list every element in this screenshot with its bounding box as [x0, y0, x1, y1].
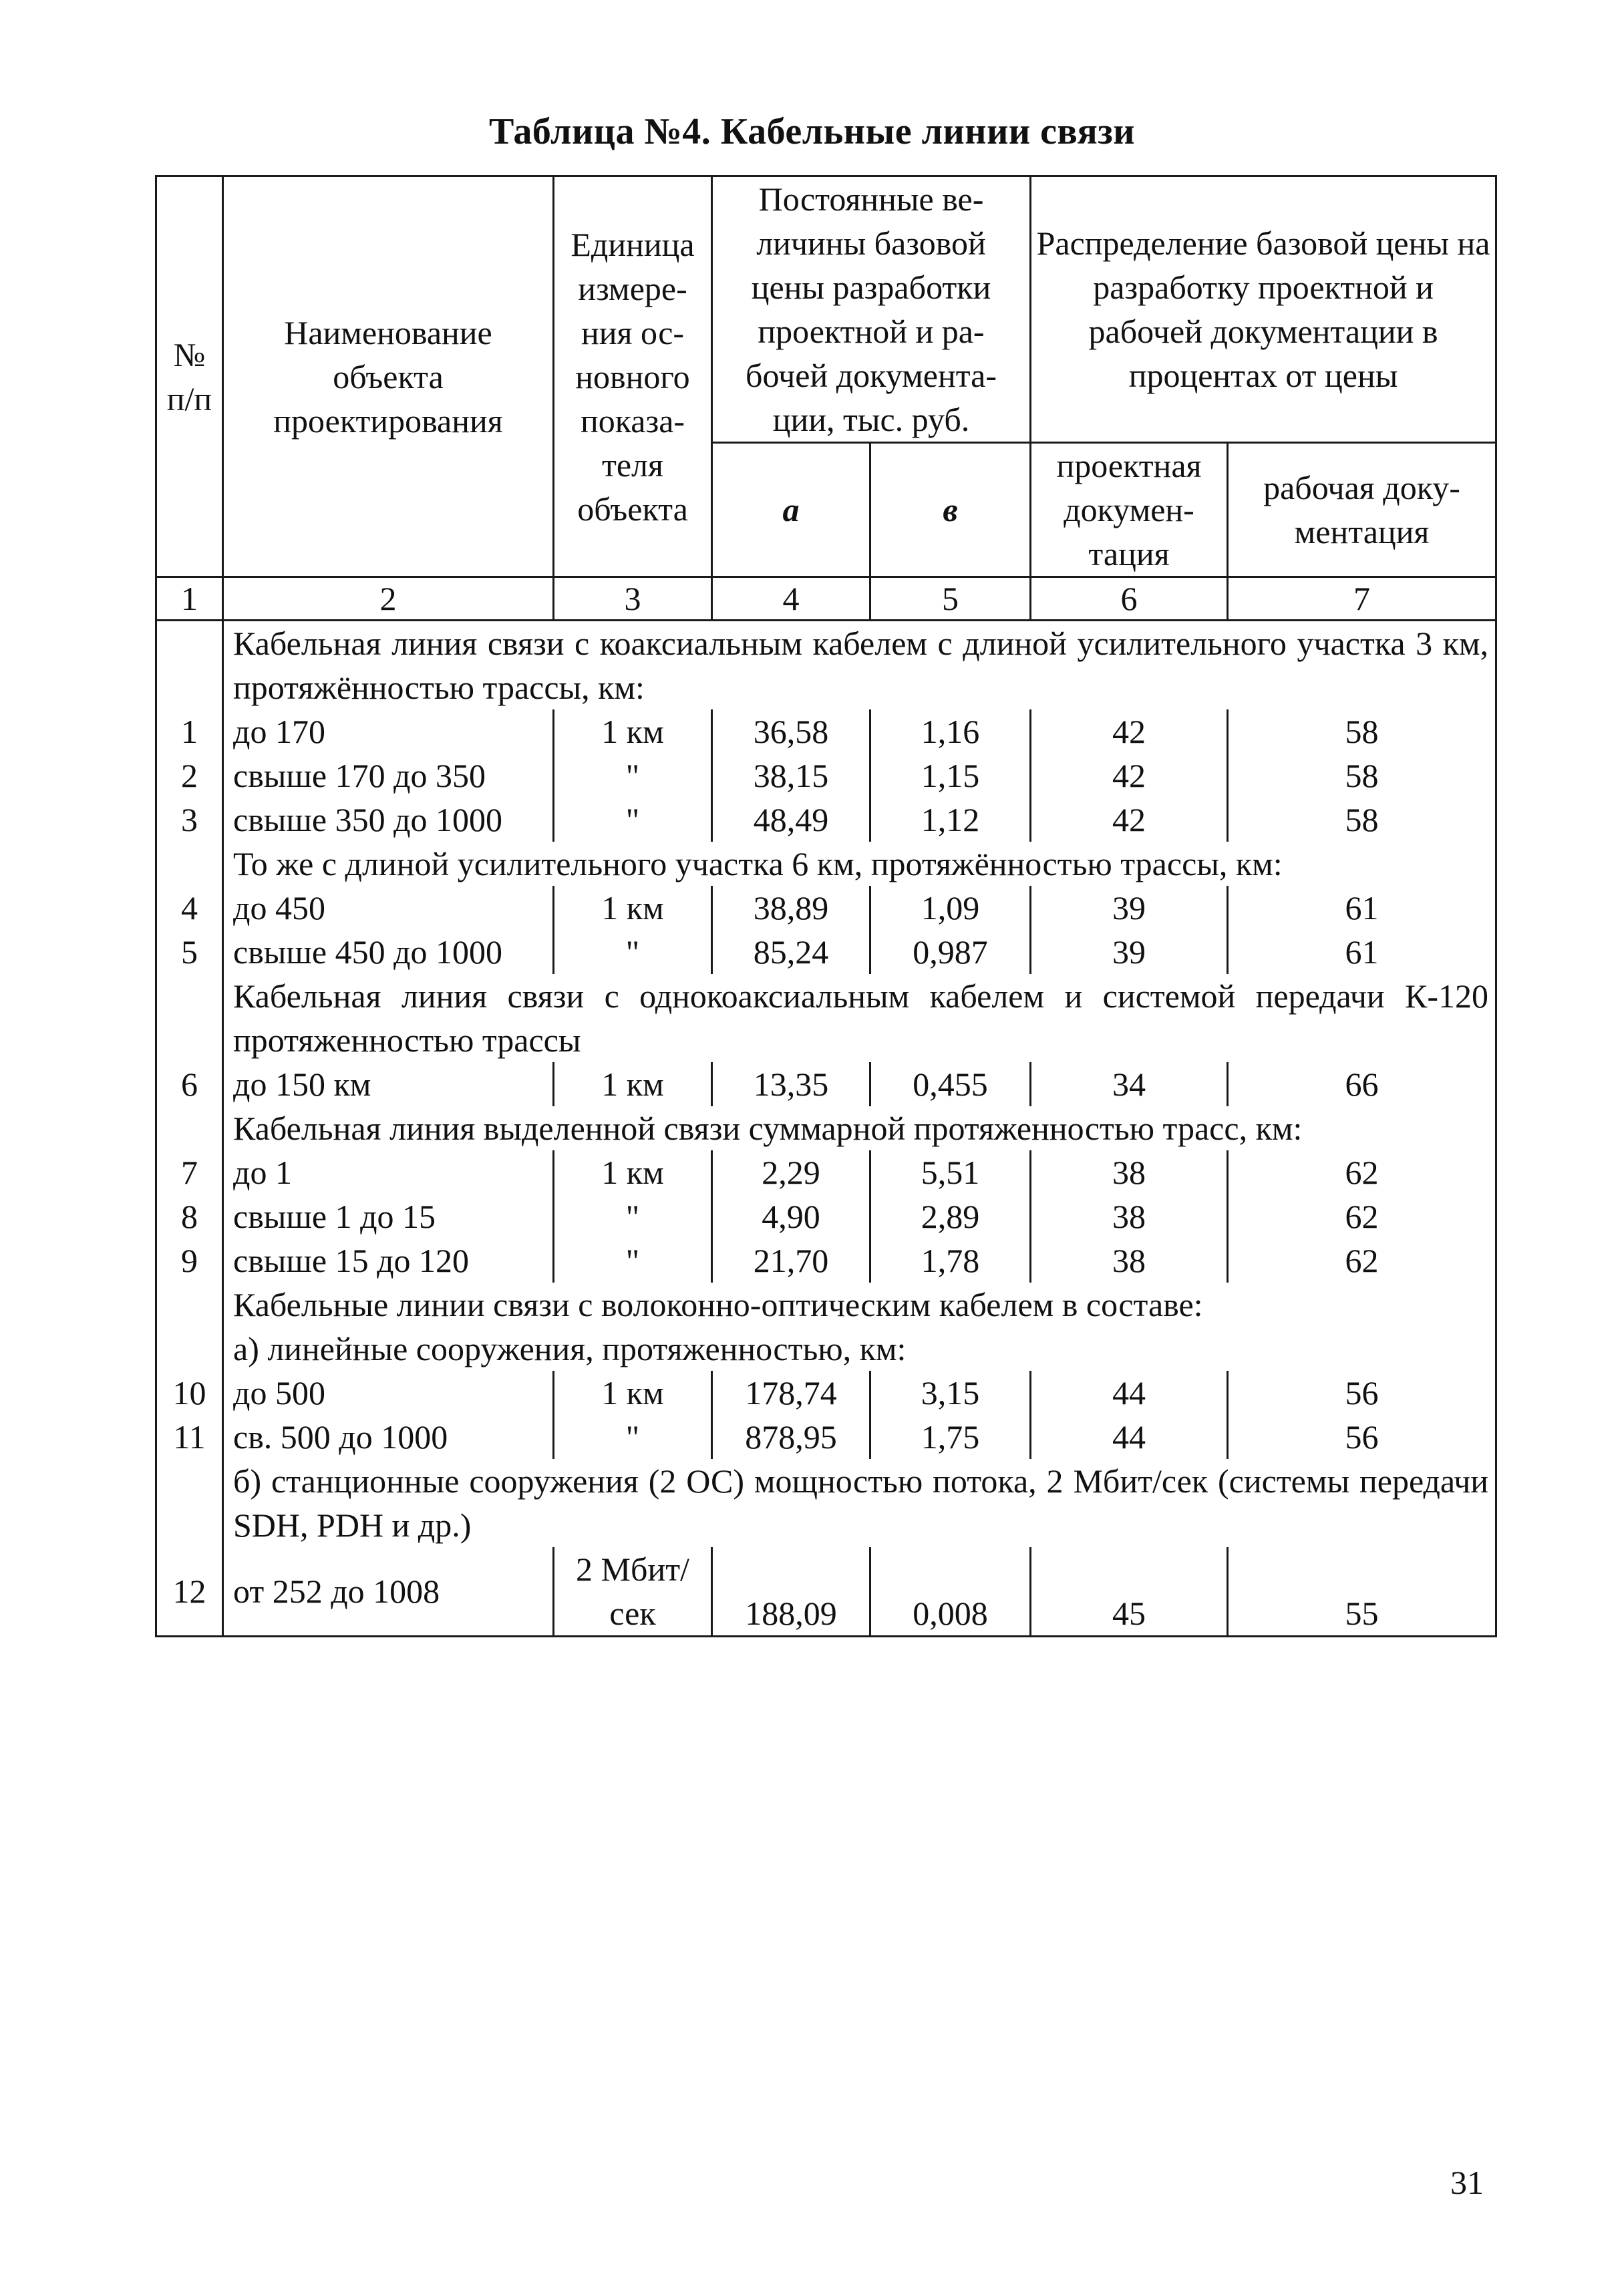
- row-number: 5: [156, 930, 223, 974]
- work-percent: 56: [1228, 1371, 1496, 1415]
- object-name: свыше 15 до 120: [223, 1239, 554, 1283]
- project-percent: 39: [1031, 930, 1228, 974]
- unit: 1 км: [554, 709, 712, 754]
- value-a: 13,35: [712, 1062, 870, 1106]
- table-row: [156, 1194, 1496, 1239]
- work-percent: 62: [1228, 1150, 1496, 1194]
- header-constant-values: Постоянные ве-личины базовой цены разработки проектной и ра-бочей документа-ции, тыс. руб.: [712, 176, 1031, 443]
- value-b: 1,15: [870, 754, 1031, 798]
- column-number: 6: [1031, 577, 1228, 621]
- unit: 1 км: [554, 886, 712, 930]
- table-row: [156, 1239, 1496, 1283]
- value-b: 1,09: [870, 886, 1031, 930]
- value-a: 38,89: [712, 886, 870, 930]
- value-a: 48,49: [712, 798, 870, 842]
- column-number: 1: [156, 577, 223, 621]
- row-number: 7: [156, 1150, 223, 1194]
- value-a: 38,15: [712, 754, 870, 798]
- unit: ": [554, 754, 712, 798]
- header-object-name: Наименование объекта проектирования: [223, 176, 554, 577]
- work-percent: 62: [1228, 1239, 1496, 1283]
- object-name: свыше 350 до 1000: [223, 798, 554, 842]
- unit: 1 км: [554, 1371, 712, 1415]
- object-name: до 170: [223, 709, 554, 754]
- page-number: 31: [1450, 2164, 1484, 2201]
- column-number: 4: [712, 577, 870, 621]
- work-percent: 61: [1228, 930, 1496, 974]
- group-heading: Кабельная линия связи с однокоаксиальным кабелем и системой передачи К-120 протяженностью трассы: [223, 974, 1496, 1062]
- subgroup-heading: а) линейные сооружения, протяженностью, км:: [223, 1327, 1496, 1371]
- value-b: 2,89: [870, 1194, 1031, 1239]
- work-percent: 61: [1228, 886, 1496, 930]
- value-b: 1,78: [870, 1239, 1031, 1283]
- object-name: свыше 1 до 15: [223, 1194, 554, 1239]
- value-b: 0,455: [870, 1062, 1031, 1106]
- unit: ": [554, 798, 712, 842]
- table-row: [156, 1415, 1496, 1459]
- project-percent: 39: [1031, 886, 1228, 930]
- value-b: 0,008: [870, 1547, 1031, 1637]
- project-percent: 44: [1031, 1371, 1228, 1415]
- row-number: 1: [156, 709, 223, 754]
- row-number: 9: [156, 1239, 223, 1283]
- project-percent: 34: [1031, 1062, 1228, 1106]
- table-row: [156, 886, 1496, 930]
- value-b: 1,12: [870, 798, 1031, 842]
- work-percent: 55: [1228, 1547, 1496, 1637]
- group-heading: То же с длиной усилительного участка 6 км, протяжённостью трассы, км:: [223, 842, 1496, 886]
- value-b: 3,15: [870, 1371, 1031, 1415]
- header-row-1: [156, 176, 1496, 443]
- project-percent: 38: [1031, 1150, 1228, 1194]
- group-row: [156, 1283, 1496, 1327]
- table-title: Таблица №4. Кабельные линии связи: [488, 111, 1136, 152]
- unit: 2 Мбит/ сек: [554, 1547, 712, 1637]
- table-row: [156, 930, 1496, 974]
- row-number: 3: [156, 798, 223, 842]
- unit: 1 км: [554, 1150, 712, 1194]
- table-row: [156, 754, 1496, 798]
- project-percent: 44: [1031, 1415, 1228, 1459]
- value-a: 21,70: [712, 1239, 870, 1283]
- row-number: 2: [156, 754, 223, 798]
- header-column-numbers: [156, 577, 1496, 621]
- group-row: [156, 974, 1496, 1062]
- value-b: 5,51: [870, 1150, 1031, 1194]
- table-row: [156, 798, 1496, 842]
- table-row: [156, 1062, 1496, 1106]
- row-number: 6: [156, 1062, 223, 1106]
- work-percent: 58: [1228, 754, 1496, 798]
- value-a: 178,74: [712, 1371, 870, 1415]
- row-number: 12: [156, 1547, 223, 1637]
- value-b: 1,75: [870, 1415, 1031, 1459]
- header-work-docs: рабочая доку-ментация: [1228, 443, 1496, 577]
- group-row: [156, 1106, 1496, 1150]
- group-row: [156, 621, 1496, 710]
- table-row: [156, 1547, 1496, 1637]
- project-percent: 42: [1031, 709, 1228, 754]
- header-a: а: [712, 443, 870, 577]
- row-number: 8: [156, 1194, 223, 1239]
- unit: ": [554, 930, 712, 974]
- header-b: в: [870, 443, 1031, 577]
- work-percent: 56: [1228, 1415, 1496, 1459]
- value-a: 188,09: [712, 1547, 870, 1637]
- project-percent: 42: [1031, 754, 1228, 798]
- object-name: св. 500 до 1000: [223, 1415, 554, 1459]
- unit: 1 км: [554, 1062, 712, 1106]
- unit: ": [554, 1415, 712, 1459]
- group-heading: Кабельные линии связи с волоконно-оптическим кабелем в составе:: [223, 1283, 1496, 1327]
- header-no: № п/п: [156, 176, 223, 577]
- object-name: свыше 170 до 350: [223, 754, 554, 798]
- value-a: 85,24: [712, 930, 870, 974]
- group-row: [156, 1459, 1496, 1547]
- unit: ": [554, 1239, 712, 1283]
- cable-lines-table: [155, 175, 1497, 1637]
- column-number: 3: [554, 577, 712, 621]
- table-row: [156, 709, 1496, 754]
- project-percent: 38: [1031, 1239, 1228, 1283]
- header-price-distribution: Распределение базовой цены на разработку проектной и рабочей документации в процентах от цены: [1031, 176, 1496, 443]
- column-number: 5: [870, 577, 1031, 621]
- column-number: 7: [1228, 577, 1496, 621]
- work-percent: 58: [1228, 798, 1496, 842]
- group-heading: Кабельная линия выделенной связи суммарной протяженностью трасс, км:: [223, 1106, 1496, 1150]
- group-row: [156, 842, 1496, 886]
- work-percent: 62: [1228, 1194, 1496, 1239]
- object-name: свыше 450 до 1000: [223, 930, 554, 974]
- object-name: до 1: [223, 1150, 554, 1194]
- group-row: [156, 1327, 1496, 1371]
- row-number: 11: [156, 1415, 223, 1459]
- project-percent: 45: [1031, 1547, 1228, 1637]
- value-a: 36,58: [712, 709, 870, 754]
- object-name: до 450: [223, 886, 554, 930]
- value-a: 2,29: [712, 1150, 870, 1194]
- project-percent: 42: [1031, 798, 1228, 842]
- object-name: до 500: [223, 1371, 554, 1415]
- project-percent: 38: [1031, 1194, 1228, 1239]
- subgroup-heading: б) станционные сооружения (2 ОС) мощностью потока, 2 Мбит/сек (системы передачи SDH, PDH и др.): [223, 1459, 1496, 1547]
- work-percent: 58: [1228, 709, 1496, 754]
- row-number: 10: [156, 1371, 223, 1415]
- table-row: [156, 1150, 1496, 1194]
- group-heading: Кабельная линия связи с коаксиальным кабелем с длиной усилительного участка 3 км, протяжённостью трассы, км:: [223, 621, 1496, 710]
- header-project-docs: проектная докумен-тация: [1031, 443, 1228, 577]
- object-name: от 252 до 1008: [223, 1547, 554, 1637]
- object-name: до 150 км: [223, 1062, 554, 1106]
- unit: ": [554, 1194, 712, 1239]
- work-percent: 66: [1228, 1062, 1496, 1106]
- table-row: [156, 1371, 1496, 1415]
- value-b: 1,16: [870, 709, 1031, 754]
- value-a: 878,95: [712, 1415, 870, 1459]
- value-b: 0,987: [870, 930, 1031, 974]
- column-number: 2: [223, 577, 554, 621]
- value-a: 4,90: [712, 1194, 870, 1239]
- row-number: 4: [156, 886, 223, 930]
- header-unit: Единица измере-ния ос-новного показа-теля объекта: [554, 176, 712, 577]
